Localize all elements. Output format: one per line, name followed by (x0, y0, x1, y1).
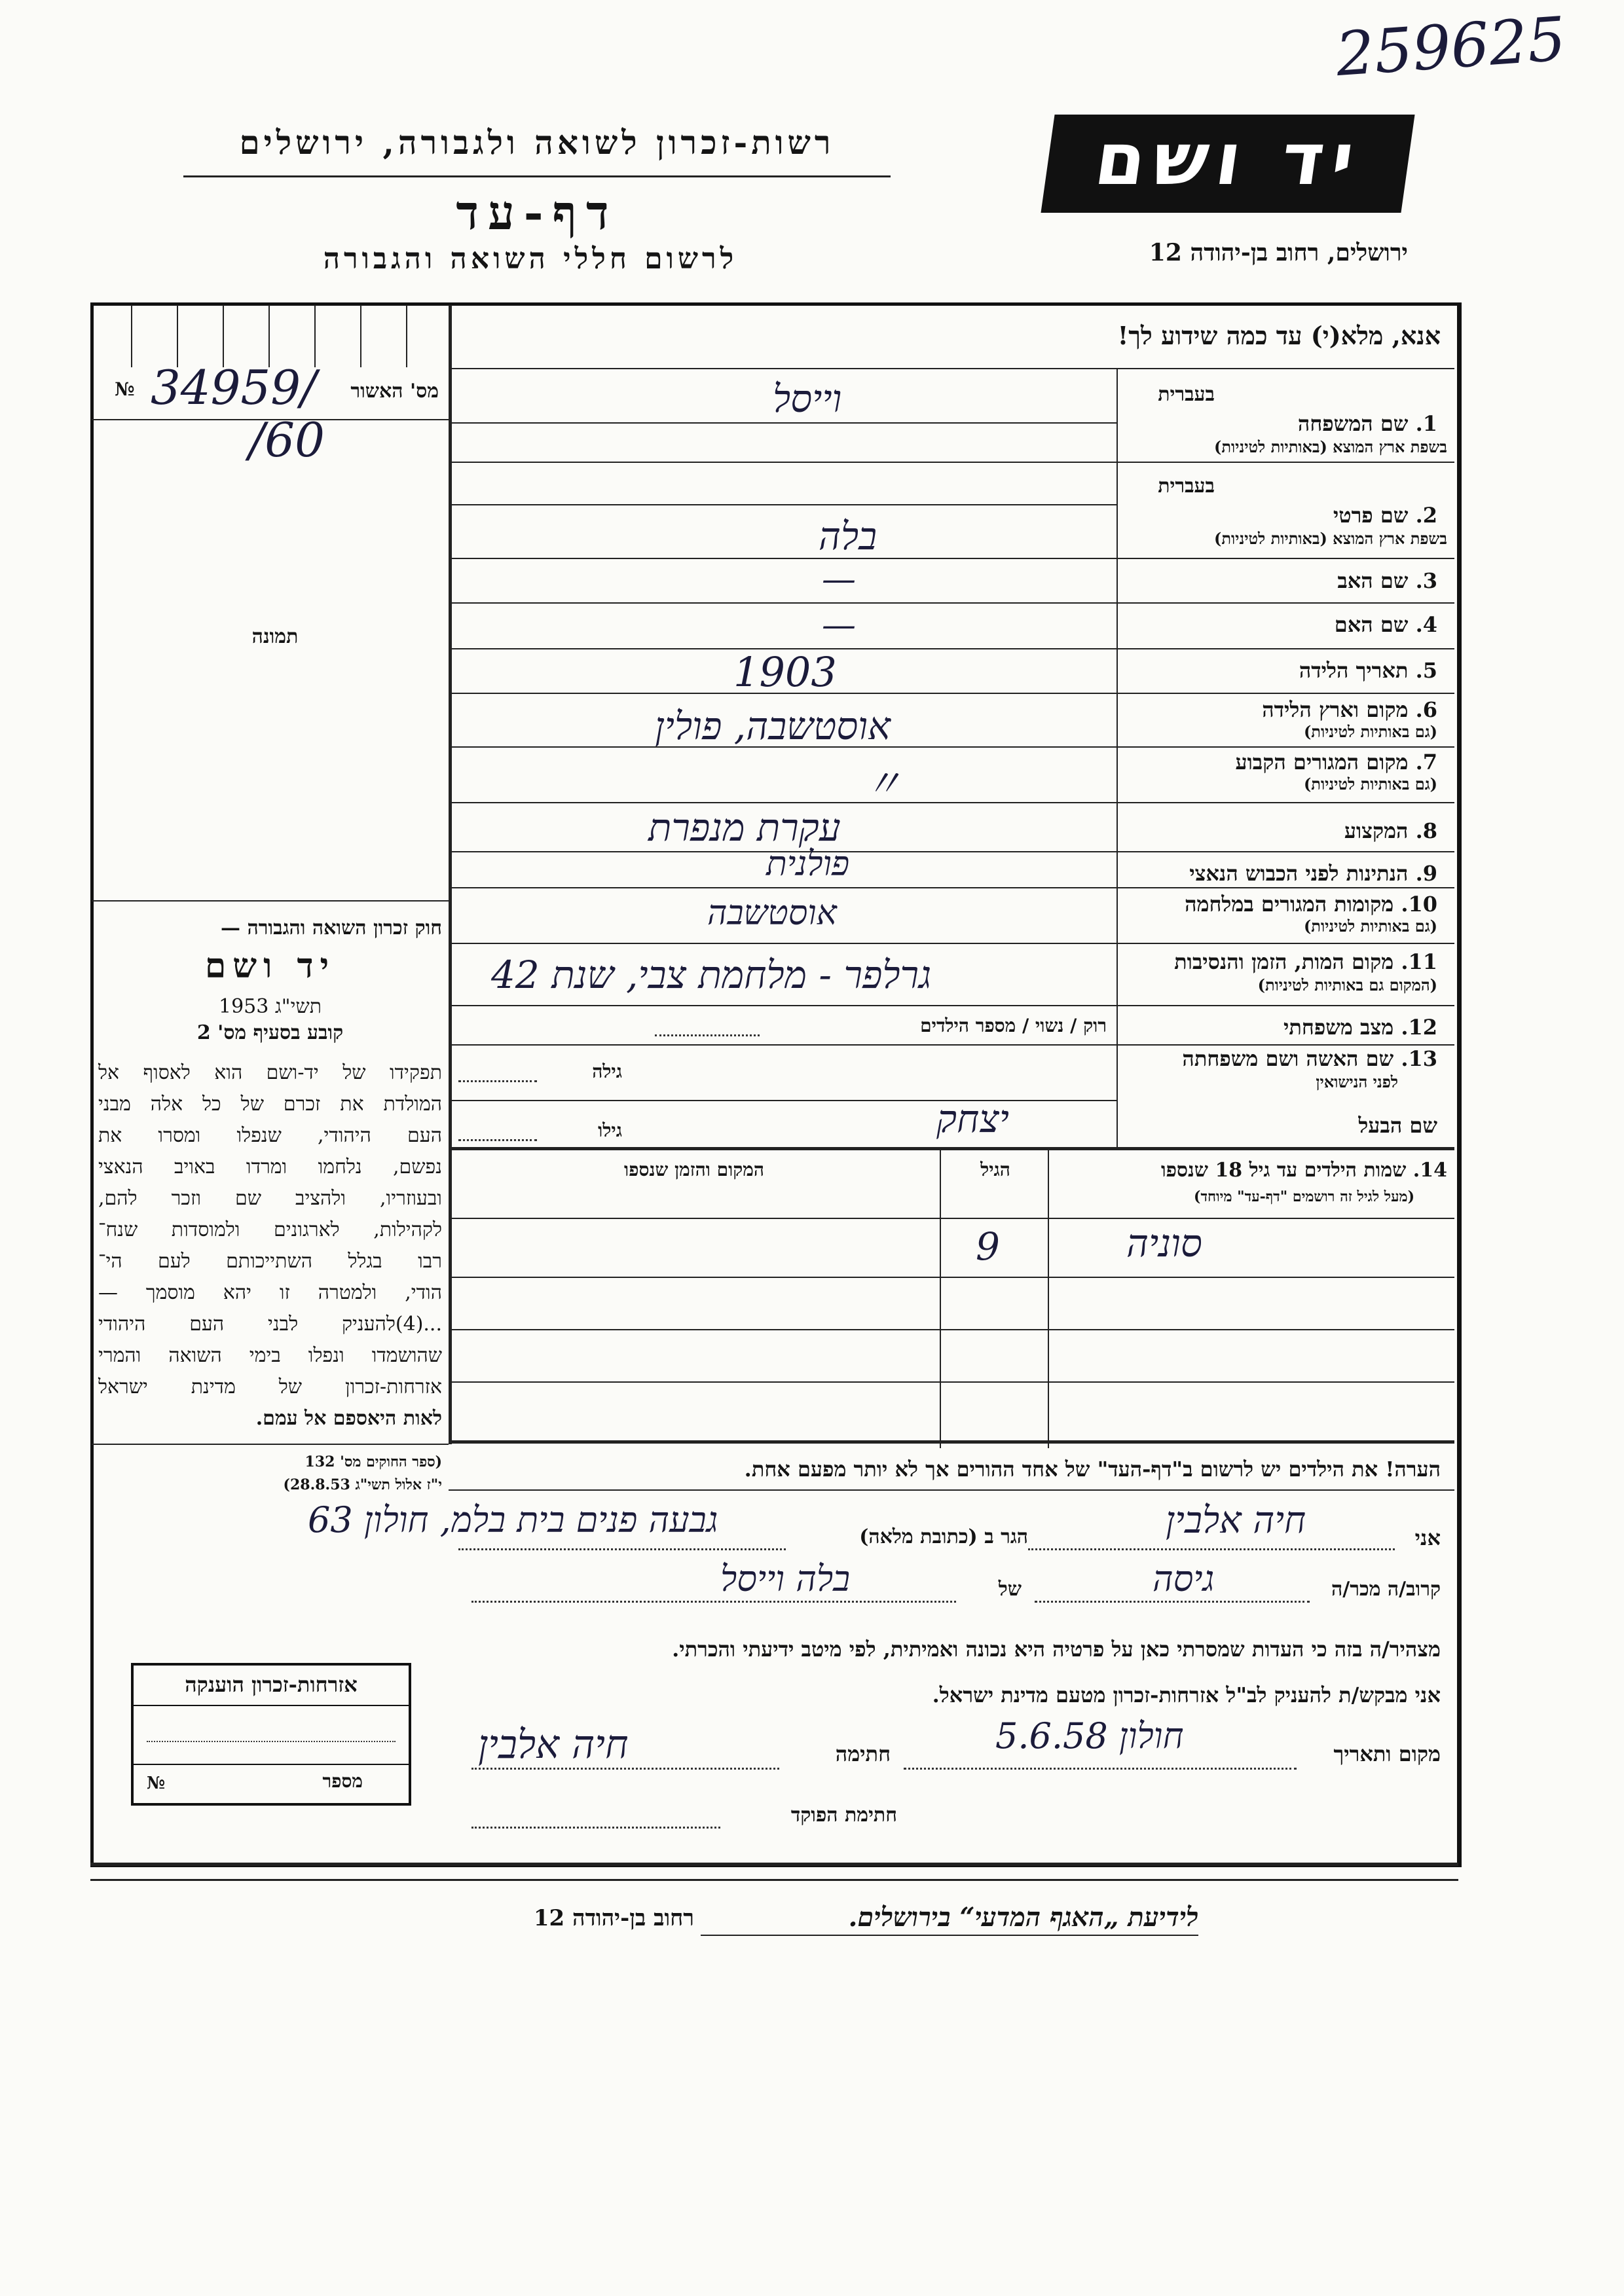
field-1-line (449, 422, 1116, 424)
field-9-value[interactable]: פולנית (766, 845, 850, 884)
field-11-value[interactable]: גרלפר - מלחמת צבי, שנת 42 (491, 953, 932, 997)
instruction: אנא, מלא(י) עד כמה שידוע לך! (1117, 321, 1441, 350)
field-10-label (1123, 892, 1437, 917)
field-7-num: 7. (1415, 750, 1437, 774)
field-3-num: 3. (1415, 568, 1437, 593)
field-3-bottom (449, 602, 1454, 604)
field-4-label (1123, 612, 1437, 637)
place-date-dots (904, 1768, 1297, 1770)
field-2-num: 2. (1415, 503, 1437, 528)
field-5-bottom (449, 693, 1454, 694)
field-6-num: 6. (1415, 697, 1437, 722)
children-age-header: הגיל (980, 1159, 1010, 1180)
authority-title: רשות-זכרון לשואה ולגבורה, ירושלים (239, 123, 835, 162)
law-name: יד ושם (204, 946, 336, 986)
law-text (98, 1057, 442, 1434)
children-header-line (449, 1218, 1454, 1219)
field-10-bottom (449, 943, 1454, 944)
citizenship-dots (147, 1741, 396, 1742)
header-address: ירושלים, רחוב בן-יהודה 12 (1149, 239, 1408, 266)
citizenship-box (131, 1663, 411, 1806)
field-8-num: 8. (1415, 818, 1437, 843)
field-9-label-text: הנתינות לפני הכבוש הנאצי (1189, 861, 1409, 886)
field-13-sub: לפני הנישואין (1316, 1072, 1398, 1091)
field-2-bottom (449, 558, 1454, 559)
field-2-label (1123, 503, 1437, 528)
clerk-dots (471, 1827, 720, 1829)
children-sub: (מעל לגיל זה רושמים "דף-עד" מיוחד) (1194, 1188, 1414, 1205)
husband-label: שם הבעל (1358, 1113, 1437, 1138)
approval-label: מס' האשור (350, 380, 439, 403)
note: הערה! את הילדים יש לרשום ב"דף-העד" של אחד ההורים אך לא יותר מפעם אחת. (744, 1457, 1441, 1482)
photo-label: תמונה (251, 625, 299, 648)
approval-extra: /60 (249, 412, 325, 467)
tick-1 (131, 305, 132, 367)
field-3-value[interactable]: — (822, 560, 856, 599)
field-13-label (1123, 1046, 1437, 1071)
field-12-label (1123, 1015, 1437, 1040)
tick-6 (360, 305, 361, 367)
field-2-hebrew-tag: בעברית (1158, 475, 1215, 498)
law-ref-2: י"ז אלול תשי"ג 28.8.53) (283, 1476, 442, 1493)
law-clause: קובע בסעיף מס' 2 (196, 1021, 344, 1044)
left-column-divider (449, 305, 452, 1444)
i-label: אני (1414, 1525, 1441, 1550)
tick-5 (314, 305, 316, 367)
children-place-header: המקום והזמן שנספו (624, 1159, 764, 1180)
field-10-sub: (גם באותיות לטיניות) (1303, 917, 1437, 936)
field-10-value[interactable]: אוסטשבה (707, 894, 837, 933)
field-1-num: 1. (1415, 411, 1437, 436)
approval-line (92, 419, 449, 420)
field-2-label-text: שם פרטי (1333, 503, 1409, 528)
field-6-label (1123, 697, 1437, 722)
relation-value[interactable]: גיסה (1153, 1558, 1215, 1599)
children-count-dots (655, 1034, 760, 1036)
law-title: חוק זכרון השואה והגבורה — (221, 917, 442, 939)
law-line: לקהילות, לארגונים ולמוסדות שנח־ (98, 1218, 442, 1241)
children-name-divider (1048, 1147, 1049, 1448)
approval-number: 34959/ (151, 360, 317, 415)
footer-underline (701, 1935, 1198, 1936)
relative-label: קרוב/ה מכר/ה (1331, 1578, 1441, 1601)
tick-7 (406, 305, 407, 367)
label-column-divider (1116, 368, 1118, 1147)
child-1-name[interactable]: סוניה (1126, 1221, 1202, 1266)
field-2-line (449, 504, 1116, 505)
law-ref-1: (ספר החוקים מס' 132 (304, 1453, 442, 1470)
husband-age-label: גילו (598, 1120, 622, 1141)
field-11-label-text: מקום המות, הזמן והנסיבות (1174, 949, 1394, 974)
field-2-sub: בשפת ארץ המוצא (באותיות לטיניות) (1214, 529, 1447, 548)
field-7-bottom (449, 802, 1454, 803)
field-4-label-text: שם האם (1334, 612, 1409, 637)
address-dots (458, 1548, 786, 1550)
husband-age-dots (458, 1139, 537, 1141)
children-row-2 (449, 1329, 1454, 1330)
children-age-divider (940, 1147, 941, 1448)
field-8-value[interactable]: עקרת מנפרת (648, 805, 841, 850)
husband-value[interactable]: יצחק (936, 1097, 1009, 1141)
field-13-label-text: שם האשה ושם משפחתה (1182, 1046, 1394, 1071)
tick-4 (268, 305, 270, 367)
num-sign: № (115, 378, 135, 400)
field-4-num: 4. (1415, 612, 1437, 637)
field-6-label-text: מקום וארץ הלידה (1262, 697, 1409, 722)
place-date-value[interactable]: חולון 5.6.58 (995, 1715, 1184, 1757)
place-date-label: מקום ותאריך (1333, 1741, 1441, 1766)
children-label-text: שמות הילדים עד גיל 18 שנספו (1160, 1159, 1407, 1182)
declaration: מצהיר/ה בזה כי העדות שמסרתי כאן על פרטיה היא נכונה ואמיתית, לפי מיטב ידיעתי והכרתי. (672, 1637, 1441, 1662)
citizenship-title: אזרחות-זכרון הוענקה (185, 1672, 358, 1697)
footer-info: לידיעת „האגף המדעי“ בירושלים. (848, 1902, 1198, 1933)
note-line (449, 1489, 1454, 1491)
field-7-sub: (גם באותיות לטיניות) (1303, 774, 1437, 793)
children-num: 14. (1412, 1159, 1447, 1182)
field-7-label-text: מקום המגורים הקבוע (1235, 750, 1409, 774)
field-1-hebrew-tag: בעברית (1158, 383, 1215, 406)
field-5-value[interactable]: 1903 (733, 648, 837, 696)
field-5-num: 5. (1415, 658, 1437, 683)
field-11-bottom (449, 1005, 1454, 1006)
yad-vashem-logo (1041, 115, 1414, 213)
field-1-sub: בשפת ארץ המוצא (באותיות לטיניות) (1214, 437, 1447, 456)
footer-address: רחוב בן-יהודה 12 (533, 1905, 694, 1931)
children-row-3 (449, 1381, 1454, 1383)
field-10-label-text: מקומות המגורים במלחמה (1185, 892, 1394, 917)
field-11-sub: (המקום גם באותיות לטיניות) (1257, 975, 1437, 994)
citizenship-number-label: מספר (322, 1770, 363, 1792)
law-line: שהושמדו ונפלו בימי השואה והמרי (98, 1344, 442, 1367)
form-subtitle: לרשום חללי השואה והגבורה (323, 242, 738, 276)
field-8-label-text: המקצוע (1344, 818, 1409, 843)
form-title: דף-עד (456, 185, 618, 240)
of-name[interactable]: בלה וייסל (720, 1558, 851, 1599)
field-1-value[interactable]: וייסל (773, 376, 842, 421)
citizenship-title-line (134, 1705, 409, 1706)
law-line: תפקידו של יד-ושם הוא לאסוף אל (98, 1061, 442, 1084)
field-12-num: 12. (1401, 1015, 1437, 1040)
logo-text: יד ושם (1090, 117, 1367, 201)
field-9-bottom (449, 887, 1454, 888)
law-line: נפשם, נלחמו ומרדו באויב הנאצי (98, 1156, 442, 1178)
children-label (1054, 1159, 1447, 1182)
field-9-label (1123, 861, 1437, 886)
field-4-value[interactable]: — (822, 606, 856, 645)
field-6-sub: (גם באותיות לטיניות) (1303, 722, 1437, 741)
archive-number: 259625 (1333, 3, 1568, 90)
signature-dots (471, 1768, 779, 1770)
instruction-line (449, 368, 1454, 369)
children-bottom (449, 1440, 1454, 1444)
declarant-name-dots (1028, 1548, 1395, 1550)
request: אני מבקש/ת להעניק לב"ל אזרחות-זכרון מטעם מדינת ישראל. (932, 1683, 1441, 1707)
clerk-label: חתימת הפוקד (790, 1804, 897, 1827)
field-12-label-text: מצב משפחתי (1283, 1015, 1394, 1040)
field-11-num: 11. (1401, 949, 1437, 974)
authority-underline (183, 175, 891, 177)
field-11-label (1123, 949, 1437, 974)
of-label: של (998, 1578, 1022, 1601)
field-7-label (1123, 750, 1437, 774)
signature-value[interactable]: חיה אלבין (478, 1722, 629, 1768)
law-line: רבו בגלל השתייכותם לעם הי־ (98, 1250, 442, 1273)
field-3-label (1123, 568, 1437, 593)
field-2-value[interactable]: בלה (819, 514, 877, 558)
husband-bottom (449, 1147, 1454, 1150)
tick-3 (223, 305, 224, 367)
field-13-num: 13. (1401, 1046, 1437, 1071)
wife-age-dots (458, 1080, 537, 1082)
relation-dots (1035, 1601, 1310, 1603)
of-name-dots (471, 1601, 956, 1603)
citizenship-row-line (134, 1764, 409, 1765)
law-box-bottom-line (92, 1444, 449, 1445)
field-8-label (1123, 818, 1437, 843)
signature-label: חתימה (835, 1741, 891, 1766)
field-1-label-text: שם המשפחה (1297, 411, 1409, 436)
law-line: ובעוזריו, ולהציב שם וזכר להם, (98, 1187, 442, 1210)
field-1-label (1123, 411, 1437, 436)
bottom-rule-2 (90, 1879, 1458, 1881)
law-line: הודי, ולמטרה זו יהא מוסמך — (98, 1281, 442, 1304)
law-year: תשי"ג 1953 (219, 995, 322, 1018)
bottom-rule-1 (90, 1863, 1458, 1866)
field-7-value[interactable]: 〃 (864, 761, 903, 806)
declarant-address[interactable]: גבעה פנים בית בלמ, חולון 63 (308, 1499, 718, 1540)
law-line: ...(4)להעניק לבני העם היהודי (98, 1313, 442, 1336)
field-12-bottom (449, 1044, 1454, 1046)
citizenship-num-sign: № (147, 1774, 166, 1793)
field-4-bottom (449, 648, 1454, 649)
law-line: המולדת את זכרם של כל אלה מבני (98, 1093, 442, 1116)
field-10-num: 10. (1401, 892, 1437, 917)
child-1-age[interactable]: 9 (976, 1224, 1000, 1269)
field-6-value[interactable]: אוסטשבה, פולין (655, 704, 891, 748)
resides-label: הגר ב (כתובת מלאה) (859, 1525, 1028, 1548)
field-9-num: 9. (1415, 861, 1437, 886)
marital-options[interactable]: רוק / נשוי / מספר הילדים (920, 1015, 1107, 1036)
field-1-bottom (449, 462, 1454, 463)
field-13-line (449, 1100, 1116, 1101)
law-box-top-line (92, 900, 449, 902)
law-line: אזרחות-זכרון של מדינת ישראל (98, 1376, 442, 1398)
tick-2 (177, 305, 178, 367)
field-8-bottom (449, 851, 1454, 852)
field-3-label-text: שם האב (1337, 568, 1409, 593)
law-line: העם היהודי, שנפלו ומסרו את (98, 1124, 442, 1147)
declarant-name[interactable]: חיה אלבין (1166, 1499, 1306, 1542)
field-6-bottom (449, 746, 1454, 748)
children-row-1 (449, 1277, 1454, 1278)
wife-age-label: גילה (592, 1061, 622, 1082)
field-5-label-text: תאריך הלידה (1299, 658, 1409, 683)
law-line: לאות היאספם אל עמם. (255, 1407, 442, 1430)
field-5-label (1123, 658, 1437, 683)
